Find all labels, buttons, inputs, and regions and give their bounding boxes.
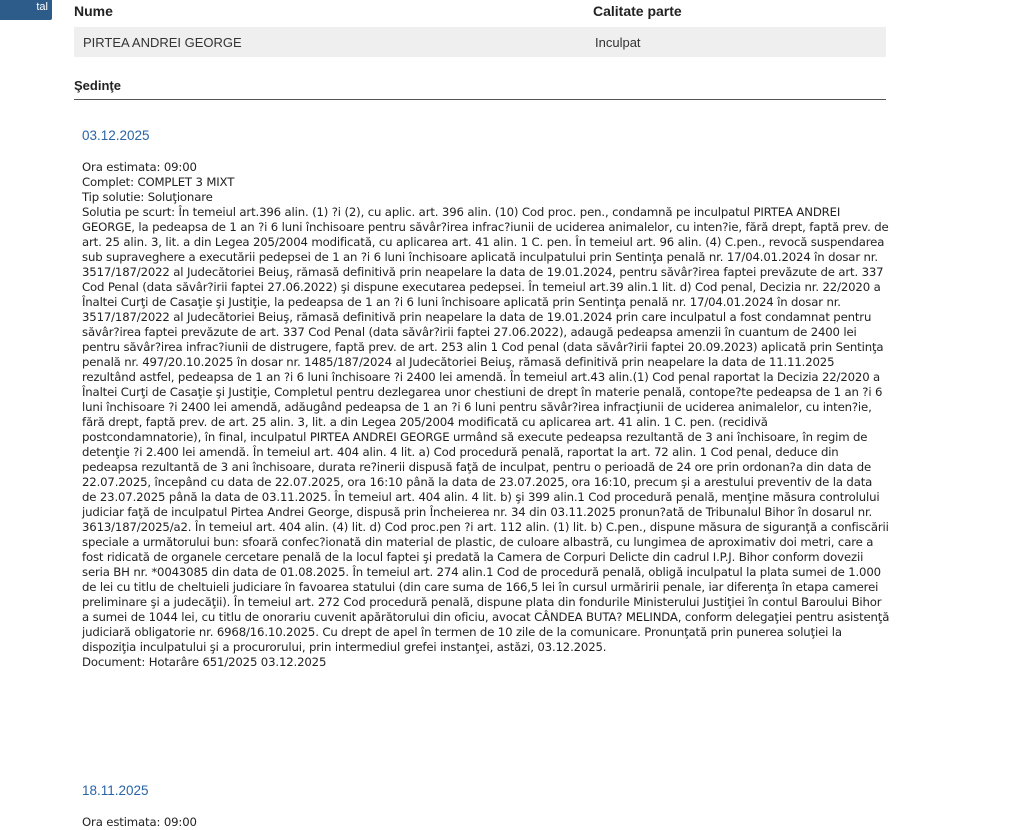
session-details [82,160,890,670]
sessions-section-title: Şedinţe [74,78,121,93]
session-date-link[interactable]: 18.11.2025 [82,783,149,798]
party-role: Inculpat [595,35,641,50]
column-header-name: Nume [74,3,113,19]
session-details [82,815,890,830]
session-hour: Ora estimata: 09:00 [82,815,197,829]
session-solution-summary: Solutia pe scurt: În temeiul art.396 alin. (1) ?i (2), cu aplic. art. 396 alin. (10) Cod proc. pen., condamnă pe inculpatul PIRTEA ANDREI GEORGE, la pedeapsa de 1 an ?i 6 luni închisoare pentru săvâr?irea infrac?iunii de uciderea animalelor, cu inten?ie, fără drept, faptă prev. de art. 25 alin. 3, lit. a din Legea 205/2004 modificată, cu aplicarea art. 41 alin. 1 C. pen. În temeiul art. 96 alin. (4) C.pen., revocă suspendarea sub supraveghere a executării pedepsei de 1 an ?i 6 luni închisoare aplicată inculpatului prin Sentinţa penală nr. 17/04.01.2024 în dosar nr. 3517/187/2022 al Judecătoriei Beiuş, rămasă definitivă prin neapelare la data de 19.01.2024, pentru săvâr?irea faptei prevăzute de art. 337 Cod Penal (data săvâr?irii faptei 27.06.2022) şi dispune executarea pedepsei. În temeiul art.39 alin.1 lit. d) Cod penal, Decizia nr. 22/2020 a Înaltei Curţi de Casaţie şi Justiţie, la pedeapsa de 1 an ?i 6 luni închisoare aplicată prin Sentinţa penală nr. 17/04.01.2024 în dosar nr. 3517/187/2022 al Judecătoriei Beiuş, rămasă definitivă prin neapelare la data de 19.01.2024 prin care inculpatul a fost condamnat pentru săvâr?irea faptei prevăzute de art. 337 Cod Penal (data săvâr?irii faptei 27.06.2022), adaugă pedeapsa amenzii în cuantum de 2400 lei pentru săvâr?irea infrac?iunii de distrugere, faptă prev. de art. 253 alin 1 Cod penal (data săvâr?irii faptei 20.09.2023) aplicată prin Sentinţa penală nr. 497/20.10.2025 în dosar nr. 1485/187/2024 al Judecătoriei Beiuş, rămasă definitivă prin neapelare la data de 11.11.2025 rezultând astfel, pedeapsa de 1 an ?i 6 luni închisoare ?i 2400 lei amendă. În temeiul art.43 alin.(1) Cod penal raportat la Decizia 22/2020 a Înaltei Curţi de Casaţie şi Justiţie, Completul pentru dezlegarea unor chestiuni de drept în materie penală, contope?te pedeapsa de 1 an ?i 6 luni închisoare ?i 2400 lei amendă, adăugând pedeapsa de 1 an ?i 6 luni pentru săvâr?irea infracţiunii de uciderea animalelor, cu inten?ie, fără drept, faptă prev. de art. 25 alin. 3, lit. a din Legea 205/2004 modificată cu aplicarea art. 41 alin. 1 C. pen. (recidivă postcondamnatorie), în final, inculpatul PIRTEA ANDREI GEORGE urmând să execute pedeapsa rezultantă de 3 ani închisoare, în regim de detenţie ?i 2.400 lei amendă. În temeiul art. 404 alin. 4 lit. a) Cod procedură penală, raportat la art. 72 alin. 1 Cod penal, deduce din pedeapsa rezultantă de 3 ani închisoare, durata re?inerii dispusă faţă de inculpat, pentru o perioadă de 24 ore prin ordonan?a din data de 22.07.2025, începând cu data de 22.07.2025, ora 16:10 până la data de 23.07.2025, ora 16:10, precum şi a arestului preventiv de la data de 23.07.2025 până la data de 03.11.2025. În temeiul art. 404 alin. 4 lit. b) şi 399 alin.1 Cod procedură penală, menţine măsura controlului judiciar faţă de inculpatul Pirtea Andrei George, dispusă prin Încheierea nr. 34 din 03.11.2025 pronun?ată de Tribunalul Bihor în dosarul nr. 3613/187/2025/a2. În temeiul art. 404 alin. (4) lit. d) Cod proc.pen ?i art. 112 alin. (1) lit. b) C.pen., dispune măsura de siguranţă a confiscării speciale a următorului bun: sfoară confec?ionată din material de plastic, de culoare albastră, cu lungimea de aproximativ doi metri, care a fost ridicată de organele cercetare penală de la locul faptei şi predată la Camera de Corpuri Delicte din cadrul I.P.J. Bihor conform dovezii seria BH nr. *0043085 din data de 01.08.2025. În temeiul art. 274 alin.1 Cod de procedură penală, obligă inculpatul la plata sumei de 1.000 de lei cu titlu de cheltuieli judiciare în favoarea statului (din care suma de 166,5 lei în cursul urmăririi penale, iar diferenţa în etapa camerei preliminare şi a judecăţii). În temeiul art. 272 Cod procedură penală, dispune plata din fondurile Ministerului Justiţiei în contul Baroului Bihor a sumei de 1044 lei, cu titlu de onorariu cuvenit apărătorului din oficiu, avocat CÂNDEA BUTA? MELINDA, conform delegaţiei pentru asistenţă judiciară obligatorie nr. 6968/16.10.2025. Cu drept de apel în termen de 10 zile de la comunicare. Pronunţată prin punerea soluţiei la dispoziţia inculpatului şi a procurorului, prin intermediul grefei instanţei, astăzi, 03.12.2025. [82,205,890,654]
table-row [74,27,886,57]
section-divider [74,99,886,100]
parties-table-header [74,0,886,26]
session-hour: Ora estimata: 09:00 [82,160,197,174]
column-header-role: Calitate parte [593,3,682,19]
session-solution-type: Tip solutie: Soluţionare [82,190,213,204]
session-document: Document: Hotarâre 651/2025 03.12.2025 [82,655,327,669]
party-name: PIRTEA ANDREI GEORGE [83,35,242,50]
session-date-link[interactable]: 03.12.2025 [82,128,150,143]
corner-tab[interactable]: tal [0,0,52,20]
session-panel: Complet: COMPLET 3 MIXT [82,175,235,189]
